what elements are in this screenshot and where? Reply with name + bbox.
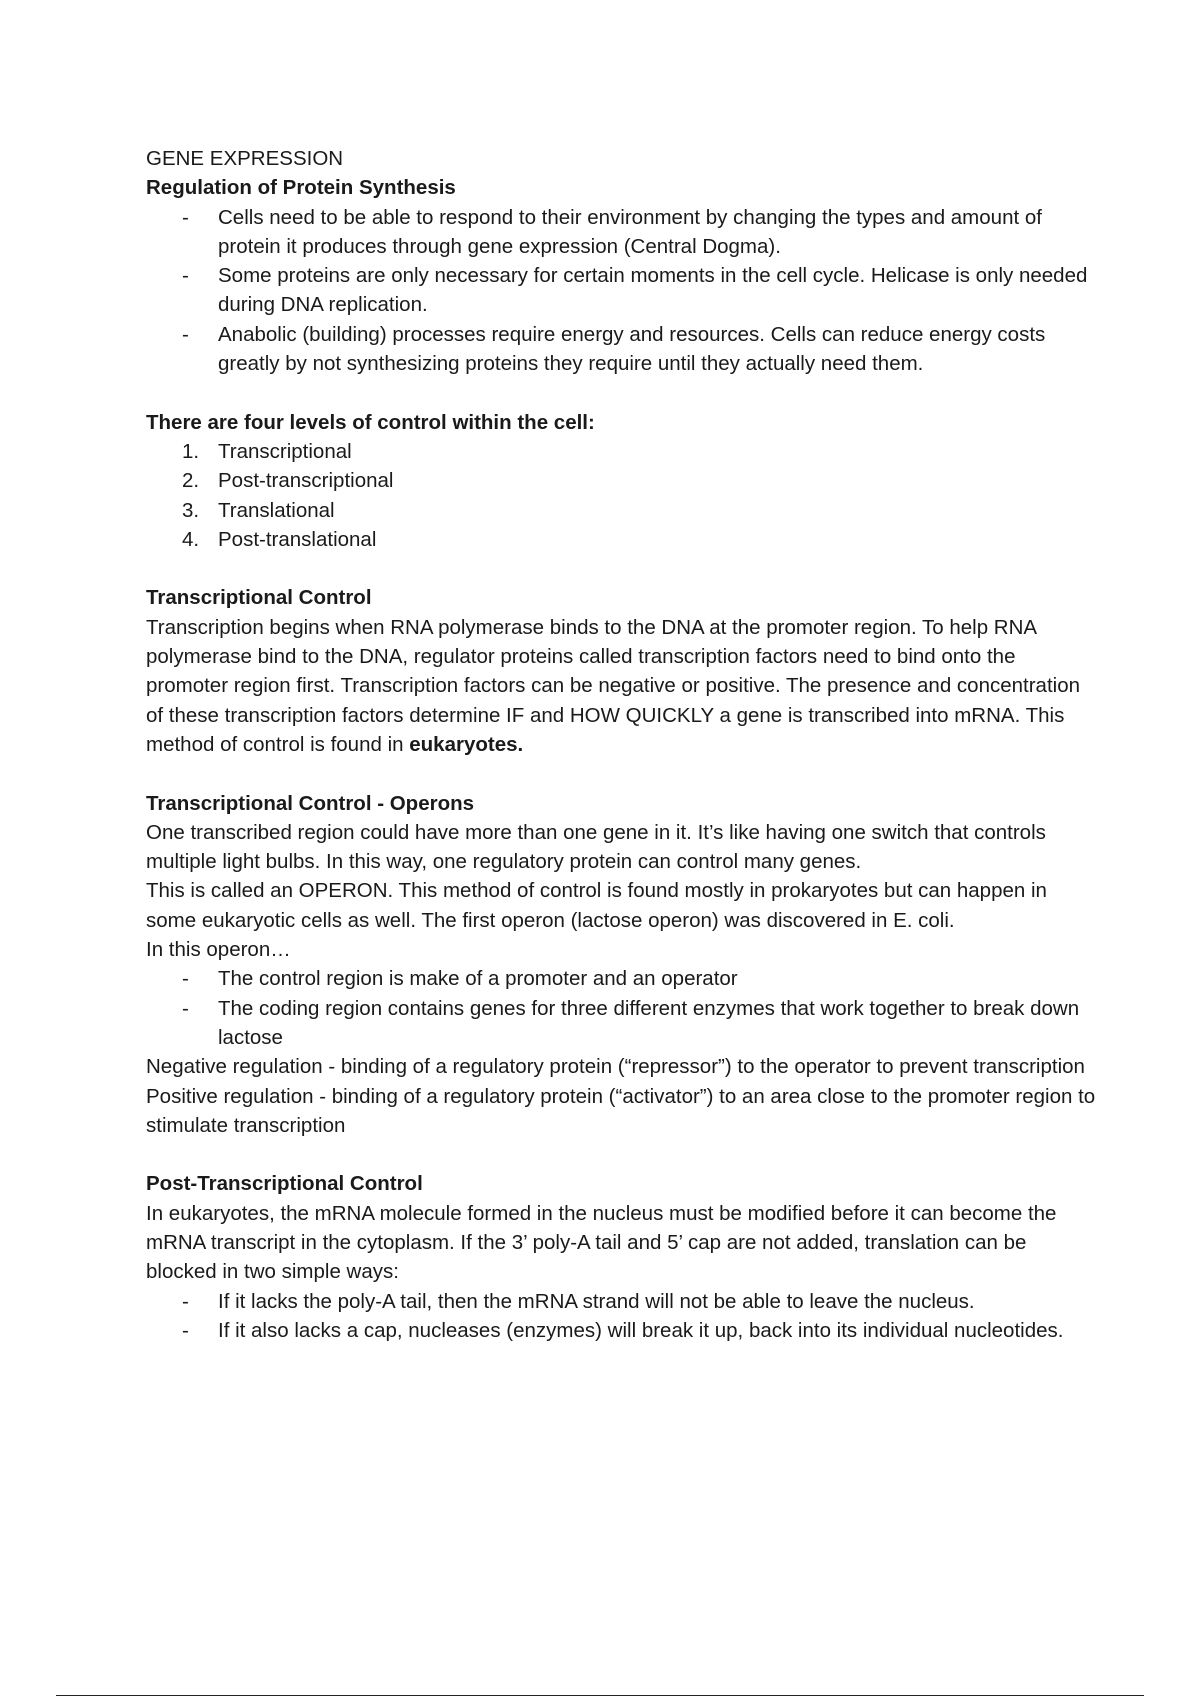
list-item — [146, 466, 1096, 495]
list-number: 1. — [182, 439, 200, 463]
list-item: - If it lacks the poly-A tail, then the mRNA strand will not be able to leave the nucleus. — [146, 1287, 1096, 1316]
paragraph-text: Transcription begins when RNA polymerase binds to the DNA at the promoter region. To help RNA polymerase bind to the DNA, regulator proteins called transcription factors need to bind onto the promoter region first. Transcription factors can be negative or positive. The presence and concentration of these transcription factors determine IF and HOW QUICKLY a gene is transcribed into mRNA. This method of control is found in — [146, 615, 1081, 756]
list-item: - The coding region contains genes for three different enzymes that work together to break down lactose — [146, 994, 1096, 1053]
section-heading-operons: Transcriptional Control - Operons — [146, 791, 475, 815]
list-text: Translational — [218, 498, 335, 522]
list-number: 4. — [182, 527, 200, 551]
operon-paragraph-2: This is called an OPERON. This method of control is found mostly in prokaryotes but can happen in some eukaryotic cells as well. The first operon (lactose operon) was discovered in E. coli. — [146, 879, 1047, 932]
negative-regulation-text: Negative regulation - binding of a regulatory protein (“repressor”) to the operator to prevent transcription — [146, 1055, 1085, 1079]
operon-paragraph-1: One transcribed region could have more than one gene in it. It’s like having one switch that controls multiple light bulbs. In this way, one regulatory protein can control many genes. — [146, 820, 1046, 874]
control-levels-list — [146, 437, 1096, 554]
list-text: Post-translational — [218, 527, 377, 551]
list-item: - Some proteins are only necessary for certain moments in the cell cycle. Helicase is only needed during DNA replication. — [146, 261, 1096, 320]
document-title: GENE EXPRESSION — [146, 147, 344, 170]
list-text: Transcriptional — [218, 439, 352, 463]
document-page — [146, 144, 1096, 1345]
section-heading-post-transcriptional: Post-Transcriptional Control — [146, 1172, 423, 1196]
list-item — [146, 437, 1096, 466]
list-item — [146, 496, 1096, 525]
list-item: - If it also lacks a cap, nucleases (enzymes) will break it up, back into its individual nucleotides. — [146, 1316, 1096, 1345]
post-transcriptional-bullet-list — [146, 1287, 1096, 1346]
operon-intro: In this operon… — [146, 938, 291, 962]
spacer — [146, 759, 1096, 788]
section-heading-levels: There are four levels of control within the cell: — [146, 410, 595, 434]
transcriptional-paragraph — [146, 613, 1096, 759]
list-text: Post-transcriptional — [218, 469, 394, 493]
list-item: - The control region is make of a promoter and an operator — [146, 964, 1096, 993]
spacer — [146, 554, 1096, 583]
spacer — [146, 378, 1096, 407]
list-item — [146, 525, 1096, 554]
list-item: - Cells need to be able to respond to their environment by changing the types and amount of protein it produces through gene expression (Central Dogma). — [146, 203, 1096, 262]
footer-divider — [56, 1695, 1144, 1696]
regulation-bullet-list — [146, 203, 1096, 379]
eukaryotes-bold: eukaryotes. — [409, 732, 524, 756]
spacer — [146, 1140, 1096, 1169]
list-number: 2. — [182, 469, 200, 493]
section-heading-regulation: Regulation of Protein Synthesis — [146, 176, 456, 200]
list-item: - Anabolic (building) processes require energy and resources. Cells can reduce energy costs greatly by not synthesizing proteins they require until they actually need them. — [146, 320, 1096, 379]
operon-bullet-list — [146, 964, 1096, 1052]
positive-regulation-text: Positive regulation - binding of a regulatory protein (“activator”) to an area close to the promoter region to stimulate transcription — [146, 1084, 1096, 1137]
post-transcriptional-paragraph: In eukaryotes, the mRNA molecule formed in the nucleus must be modified before it can become the mRNA transcript in the cytoplasm. If the 3’ poly-A tail and 5’ cap are not added, translation can be blocked in two simple ways: — [146, 1201, 1057, 1284]
section-heading-transcriptional: Transcriptional Control — [146, 586, 372, 610]
list-number: 3. — [182, 498, 200, 522]
